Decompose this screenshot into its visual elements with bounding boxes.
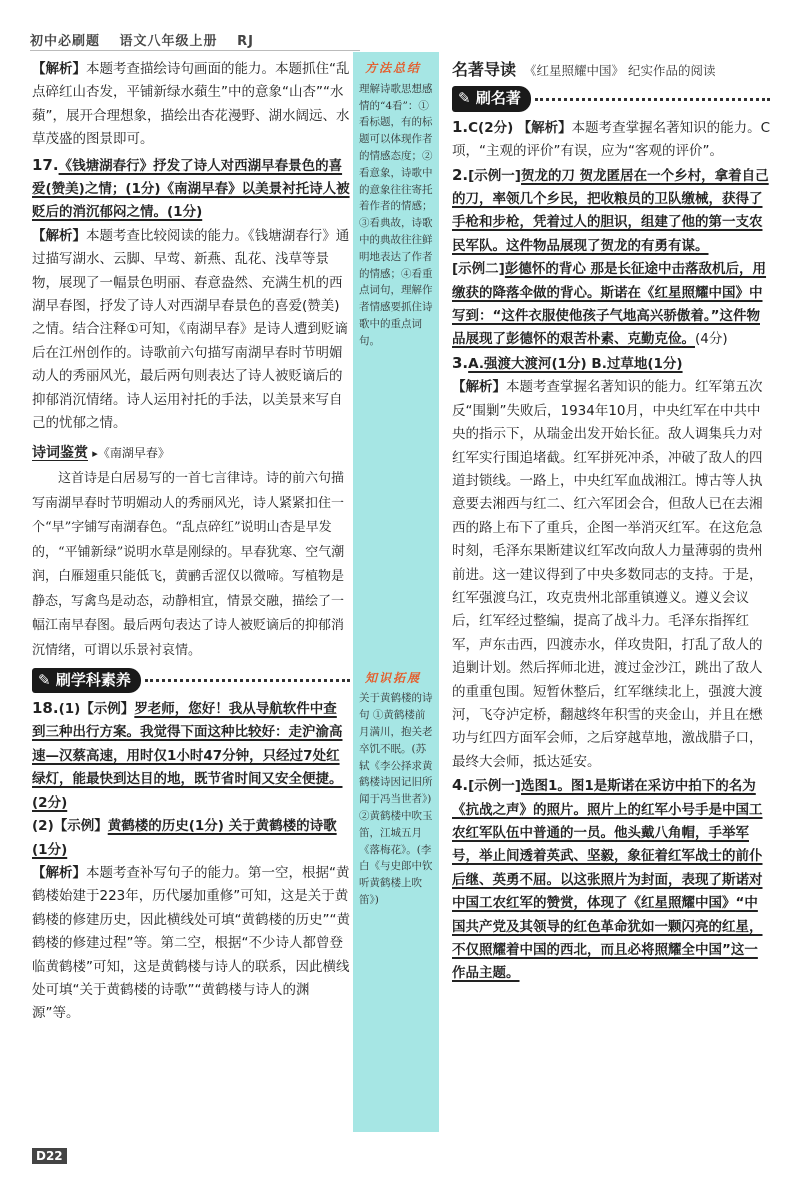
knowledge-expand-title: 知识拓展 — [365, 670, 422, 685]
reading-guide-title: 名著导读 《红星照耀中国》 纪实作品的阅读 — [452, 60, 716, 79]
section-banner-classics: ✎ 刷名著 — [452, 86, 770, 111]
header-divider — [30, 50, 360, 51]
q1: 1.C(2分) 【解析】本题考查掌握名著知识的能力。C项，“主观的评价”有误，应为“客观的评价”。 — [452, 117, 771, 160]
q16-analysis: 【解析】本题考查描绘诗句画面的能力。本题抓住“乱点碎红山杏发，平铺新绿水蘋生”中的意象“山杏”“水蘋”，展开合理想象，描绘出杏花漫野、湖水阔远、水草茂盛的图景即可。 — [32, 61, 350, 148]
running-header — [30, 30, 268, 49]
method-summary-text: 理解诗歌思想感情的“4看”：①看标题，有的标题可以体现作者的情感态度；②看意象，诗歌中的意象往往寄托着作者的情感；③看典故，诗歌中的典故往往鲜明地表达了作者的情感；④看重点词句，理解作者情感要抓住诗歌中的重点词句。 — [359, 82, 433, 347]
q18-part2: (2)【示例】黄鹤楼的历史(1分) 关于黄鹤楼的诗歌(1分) — [32, 818, 337, 858]
q17-analysis: 【解析】本题考查比较阅读的能力。《钱塘湖春行》通过描写湖水、云脚、早莺、新燕、乱花、浅草等景物，展现了一幅景色明丽、春意盎然、充满生机的西湖早春图，抒发了诗人对西湖早春景色的喜爱(赞美)之情。结合注释①可知，《南湖早春》是诗人遭到贬谪后在江州创作的。诗歌前六句描写南湖早春时节明媚动人的秀丽风光，最后两句则表达了诗人被贬谪后的抑郁消沉情绪。诗人运用衬托的手法，以美景来写自己的忧郁之情。 — [32, 227, 350, 432]
edition: RJ — [237, 34, 254, 49]
appreciation-text: 这首诗是白居易写的一首七言律诗。诗的前六句描写南湖早春时节明媚动人的秀丽风光，诗人紧紧扣住一个“早”字铺写南湖春色。“乱点碎红”说明山杏是早发的，“平铺新绿”说明水草是刚绿的。早春犹寒、空气潮润，白雁翅重只能低飞，黄鹂舌涩仅以微啼。写植物是静态，写禽鸟是动态，动静相宜，情景交融，描绘了一幅江南早春图。最后两句表达了诗人被贬谪后的抑郁消沉情绪，可谓以乐景衬哀情。 — [32, 470, 345, 659]
left-column — [32, 58, 350, 1026]
right-column — [452, 58, 770, 986]
q17-answer: 17.《钱塘湖春行》抒发了诗人对西湖早春景色的喜爱(赞美)之情；(1分)《南湖早春》以美景衬托诗人被贬后的消沉郁闷之情。(1分) — [32, 155, 350, 221]
subject-name: 语文八年级上册 — [119, 34, 218, 49]
knowledge-expand-text: 关于黄鹤楼的诗句 ①黄鹤楼前月满川，抱关老卒饥不眠。(苏轼《李公择求黄鹤楼诗因记旧所闻于冯当世者》) ②黄鹤楼中吹玉笛，江城五月《落梅花》。(李白《与史郎中钦听黄鹤楼上吹笛》) — [359, 692, 433, 906]
q18-analysis: 【解析】本题考查补写句子的能力。第一空，根据“黄鹤楼始建于223年，历代屡加重修”可知，这是关于黄鹤楼的修建历史，因此横线处可填“黄鹤楼的历史”“黄鹤楼的修建过程”等。第二空，根据“不少诗人都曾登临黄鹤楼”可知，这是黄鹤楼与诗人的联系，因此横线处可填“关于黄鹤楼的诗歌”“黄鹤楼与诗人的渊源”等。 — [32, 864, 350, 1022]
q3: 3.A.强渡大渡河(1分) B.过草地(1分) — [452, 353, 683, 372]
brush-icon: ✎ — [38, 670, 51, 689]
section-banner-literacy: ✎ 刷学科素养 — [32, 668, 350, 693]
q2-example1: 2.[示例一]贺龙的刀 贺龙匿居在一个乡村，拿着自己的刀，率领几个乡民，把收粮员的卫队缴械，获得了手枪和步枪，凭着过人的胆识，组建了他的第一支农民军队。这件物品展现了贺龙的有勇有谋。 — [452, 165, 769, 254]
q2-example2: [示例二]彭德怀的背心 那是长征途中击落敌机后，用缴获的降落伞做的背心。斯诺在《红星照耀中国》中写到：“这件衣服使他孩子气地高兴骄傲着。”这件物品展现了彭德怀的艰苦朴素、克勤克俭。(4分) — [452, 261, 767, 348]
book-name: 初中必刷题 — [30, 34, 101, 49]
q4: 4.[示例一]选图1。图1是斯诺在采访中拍下的名为《抗战之声》的照片。照片上的红军小号手是中国工农红军队伍中普通的一员。他头戴八角帽，手举军号，举止间透着英武、坚毅，象征着红军战士的前仆后继、英勇不屈。以这张照片为封面，表现了斯诺对中国工农红军的赞赏，体现了《红星照耀中国》“中国共产党及其领导的红色革命犹如一颗闪亮的红星，不仅照耀着中国的西北，而且必将照耀全中国”这一作品主题。 — [452, 776, 763, 982]
q3-analysis: 【解析】本题考查掌握名著知识的能力。红军第五次反“围剿”失败后，1934年10月，中央红军在中共中央的指示下，从瑞金出发开始长征。敌人调集兵力对红军实行围追堵截。红军拼死冲杀，冲破了敌人的四道封锁线。一路上，中央红军血战湘江。博古等人执意要去湘西与红二、红六军团会合，但敌人已在去湘西的路上布下了重兵，企图一举消灭红军。在这危急时刻，毛泽东果断建议红军改向敌人力量薄弱的贵州前进。这一建议得到了中央多数同志的支持。于是，红军强渡乌江，攻克贵州北部重镇遵义。遵义会议后，红军经过整编，提高了战斗力。毛泽东指挥红军，声东击西，四渡赤水，佯攻贵阳，打乱了敌人的追剿计划。然后挥师北进，渡过金沙江，跳出了敌人的重重包围。短暂休整后，红军继续北上，强渡大渡河，飞夺泸定桥，翻越终年积雪的夹金山，并且在懋功与红四方面军会师，之后穿越草地，激战腊子口，最终大会师，抵达延安。 — [452, 379, 763, 770]
q18-part1: 18.(1)【示例】罗老师，您好！我从导航软件中查到三种出行方案。我觉得下面这种比较好：走沪渝高速—汉蔡高速，用时仅1小时47分钟，只经过7处红绿灯，能最快到达目的地，既节省时间又安全便捷。(2分) — [32, 699, 343, 811]
page-number: D22 — [32, 1148, 67, 1164]
appreciation-heading: 诗词鉴赏 ▸《南湖早春》 — [32, 444, 170, 461]
method-summary-title: 方法总结 — [365, 61, 422, 75]
arrow-icon: ▸ — [92, 446, 98, 460]
brush-icon: ✎ — [458, 89, 471, 108]
sidebar-tips — [353, 52, 439, 1132]
